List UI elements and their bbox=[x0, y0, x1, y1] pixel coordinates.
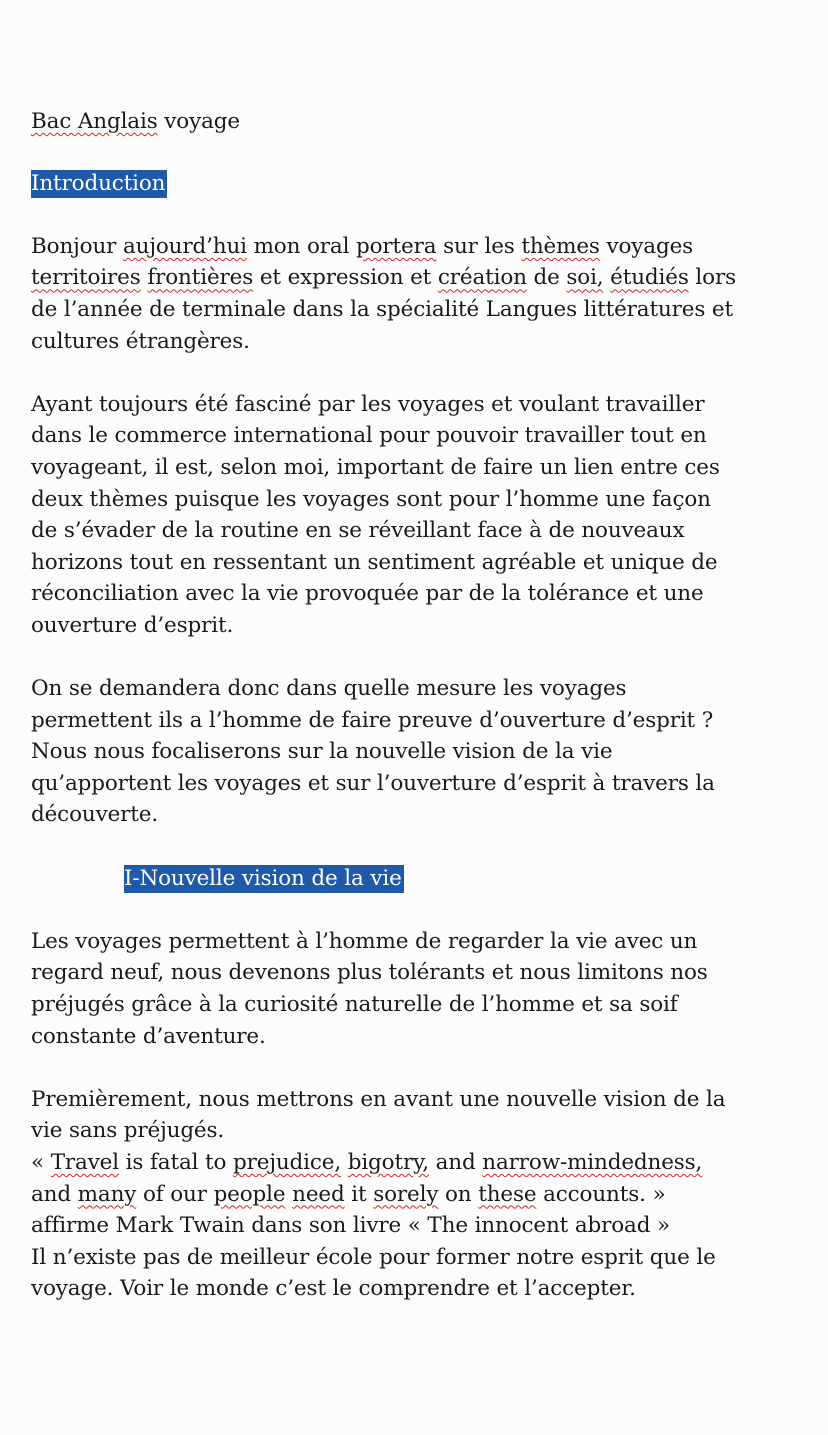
spellcheck-word: Travel bbox=[50, 1150, 119, 1175]
selected-text: I-Nouvelle vision de la vie bbox=[124, 865, 402, 891]
text-line: voyage. Voir le monde c’est le comprendre et l’accepter. bbox=[31, 1276, 636, 1302]
text-line: Il n’existe pas de meilleur école pour former notre esprit que le bbox=[31, 1244, 716, 1270]
text-line: permettent ils a l’homme de faire preuve d’ouverture d’esprit ? bbox=[31, 707, 714, 733]
text-line: découverte. bbox=[31, 802, 159, 828]
text-line: regard neuf, nous devenons plus tolérants et nous limitons nos bbox=[31, 960, 708, 986]
paragraph-intro bbox=[31, 231, 828, 357]
spellcheck-word: prejudice, bbox=[233, 1150, 342, 1175]
spellcheck-word: soi, bbox=[566, 265, 604, 291]
spellcheck-word: création bbox=[437, 265, 527, 291]
text-line: deux thèmes puisque les voyages sont pour l’homme une façon bbox=[31, 486, 711, 512]
spellcheck-word: need bbox=[292, 1181, 345, 1207]
spellcheck-word: étudiés bbox=[610, 265, 689, 291]
section-heading-part-one bbox=[31, 863, 828, 895]
spellcheck-word: people bbox=[213, 1181, 286, 1207]
spellcheck-word: frontières bbox=[147, 265, 254, 291]
text-line: constante d’aventure. bbox=[31, 1023, 266, 1049]
spellcheck-word: these bbox=[478, 1181, 537, 1207]
spellcheck-word: portera bbox=[356, 233, 437, 259]
paragraph-part-one-intro bbox=[31, 926, 828, 1052]
text-line: réconciliation avec la vie provoquée par de la tolérance et une bbox=[31, 581, 704, 607]
text-line: vie sans préjugés. bbox=[31, 1118, 225, 1144]
text-line: Bonjour aujourd’hui mon oral portera sur les thèmes voyages bbox=[31, 233, 694, 259]
text-line: cultures étrangères. bbox=[31, 328, 250, 354]
text-line: Les voyages permettent à l’homme de regarder la vie avec un bbox=[31, 928, 698, 954]
spellcheck-word: Bac Anglais bbox=[31, 109, 158, 134]
text-line: préjugés grâce à la curiosité naturelle de l’homme et sa soif bbox=[31, 992, 678, 1018]
spellcheck-word: aujourd’hui bbox=[122, 233, 247, 259]
spellcheck-word: thèmes bbox=[521, 233, 600, 259]
text-line: horizons tout en ressentant un sentiment agréable et unique de bbox=[31, 549, 718, 575]
text-line: qu’apportent les voyages et sur l’ouverture d’esprit à travers la bbox=[31, 770, 715, 796]
paragraph-motivation bbox=[31, 389, 828, 642]
section-heading-introduction bbox=[31, 168, 828, 200]
text-line: On se demandera donc dans quelle mesure les voyages bbox=[31, 676, 627, 702]
text-line: de l’année de terminale dans la spécialité Langues littératures et bbox=[31, 296, 733, 322]
text-line: Ayant toujours été fasciné par les voyages et voulant travailler bbox=[31, 391, 705, 417]
selected-text: Introduction bbox=[31, 170, 166, 196]
spellcheck-word: territoires bbox=[31, 265, 141, 291]
text-line: ouverture d’esprit. bbox=[31, 612, 234, 638]
text-line: voyageant, il est, selon moi, important de faire un lien entre ces bbox=[31, 454, 720, 480]
text-line: territoires frontières et expression et création de soi, étudiés lors bbox=[31, 265, 736, 291]
quote-line: and many of our people need it sorely on these accounts. » bbox=[31, 1181, 666, 1207]
document-title: Bac Anglais voyage bbox=[31, 109, 240, 134]
paragraph-first-point bbox=[31, 1084, 828, 1305]
text-line: Premièrement, nous mettrons en avant une nouvelle vision de la bbox=[31, 1086, 726, 1112]
text-line: affirme Mark Twain dans son livre « The innocent abroad » bbox=[31, 1213, 671, 1239]
spellcheck-word: many bbox=[77, 1181, 137, 1207]
spellcheck-word: bigotry, bbox=[347, 1150, 429, 1175]
paragraph-problematic bbox=[31, 673, 828, 831]
spellcheck-word: sorely bbox=[373, 1181, 439, 1207]
quote-line: « Travel is fatal to prejudice, bigotry, and narrow-mindedness, bbox=[31, 1150, 703, 1175]
spellcheck-word: narrow-mindedness, bbox=[482, 1150, 703, 1175]
text-line: dans le commerce international pour pouvoir travailler tout en bbox=[31, 423, 707, 449]
text-line: Nous nous focaliserons sur la nouvelle vision de la vie bbox=[31, 739, 613, 765]
text-line: de s’évader de la routine en se réveillant face à de nouveaux bbox=[31, 518, 685, 544]
